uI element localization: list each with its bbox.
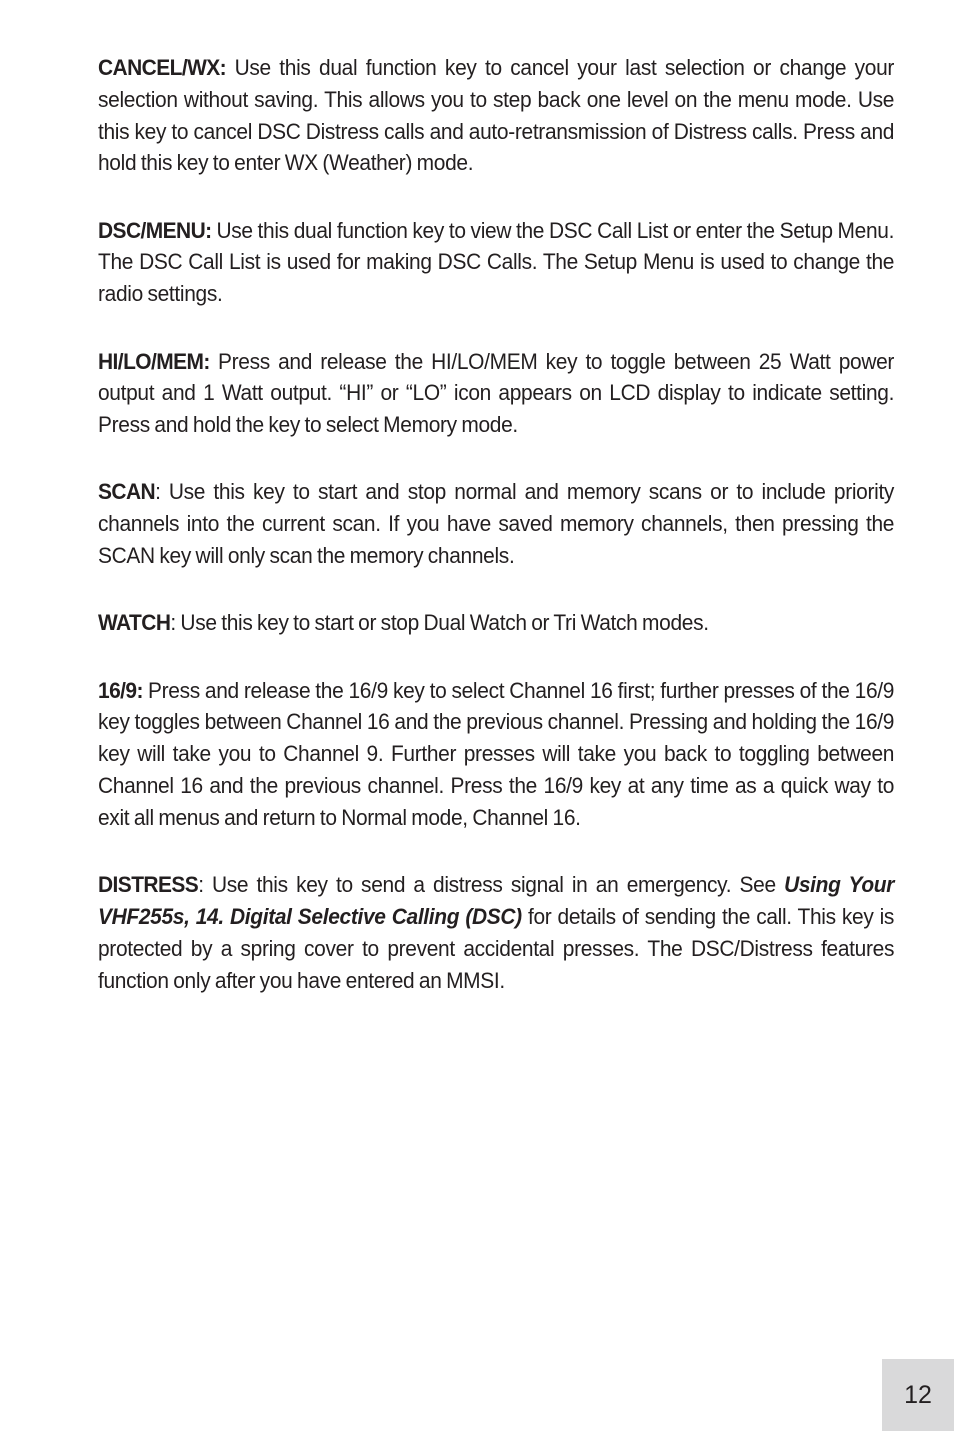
key-term-watch: WATCH: [98, 610, 171, 636]
paragraph-text: Press and release the 16/9 key to select Channel 16 first; further presses of the 16/9 key toggles between Channel 16 and the previous channel. Pressing and holding the 16/9 key will take you to Channel 9. Further presses will take you back to toggling between Channel 16 and the previous channel. Press the 16/9 key at any time as a quick way to exit all menus and return to Normal mode, Channel 16.: [98, 677, 895, 830]
paragraph-watch: [98, 607, 894, 639]
key-term-scan: SCAN: [98, 479, 156, 505]
paragraph-text: Use this dual function key to cancel your last selection or change your selection without saving. This allows you to step back one level on the menu mode. Use this key to cancel DSC Distress calls and auto-retransmission of Distress calls. Press and hold this key to enter WX (Weather) mode.: [98, 55, 895, 176]
key-term-dsc-menu: DSC/MENU:: [98, 217, 212, 243]
paragraph-hi-lo-mem: [98, 346, 894, 441]
paragraph-text: : Use this key to start and stop normal and memory scans or to include priority channels into the current scan. If you have saved memory channels, then pressing the SCAN key will only scan the memory channels.: [98, 479, 895, 569]
paragraph-16-9: [98, 675, 894, 834]
key-term-hi-lo-mem: HI/LO/MEM:: [98, 348, 210, 374]
page-number-tab: [882, 1359, 954, 1431]
paragraph-text: Press and release the HI/LO/MEM key to toggle between 25 Watt power output and 1 Watt output. “HI” or “LO” icon appears on LCD display to indicate setting. Press and hold the key to select Memory mode.: [98, 348, 895, 438]
paragraph-cancel-wx: [98, 52, 894, 179]
page-number: 12: [904, 1381, 932, 1409]
paragraph-scan: [98, 476, 894, 571]
paragraph-distress: [98, 869, 894, 996]
paragraph-text: Use this dual function key to view the DSC Call List or enter the Setup Menu. The DSC Call List is used for making DSC Calls. The Setup Menu is used to change the radio settings.: [98, 217, 895, 307]
paragraph-text-after: for details of sending the call. This key is protected by a spring cover to prevent accidental presses. The DSC/Distress features function only after you have entered an MMSI.: [98, 903, 895, 993]
key-term-cancel-wx: CANCEL/WX:: [98, 55, 227, 80]
key-term-16-9: 16/9:: [98, 677, 143, 703]
cross-reference: Using Your VHF255s, 14. Digital Selective Calling (DSC): [98, 872, 895, 929]
key-term-distress: DISTRESS: [98, 872, 199, 898]
paragraph-text: : Use this key to start or stop Dual Watch or Tri Watch modes.: [170, 610, 709, 636]
manual-body: [98, 52, 894, 1032]
paragraph-text: : Use this key to send a distress signal in an emergency. See: [198, 872, 785, 898]
paragraph-dsc-menu: [98, 215, 894, 310]
